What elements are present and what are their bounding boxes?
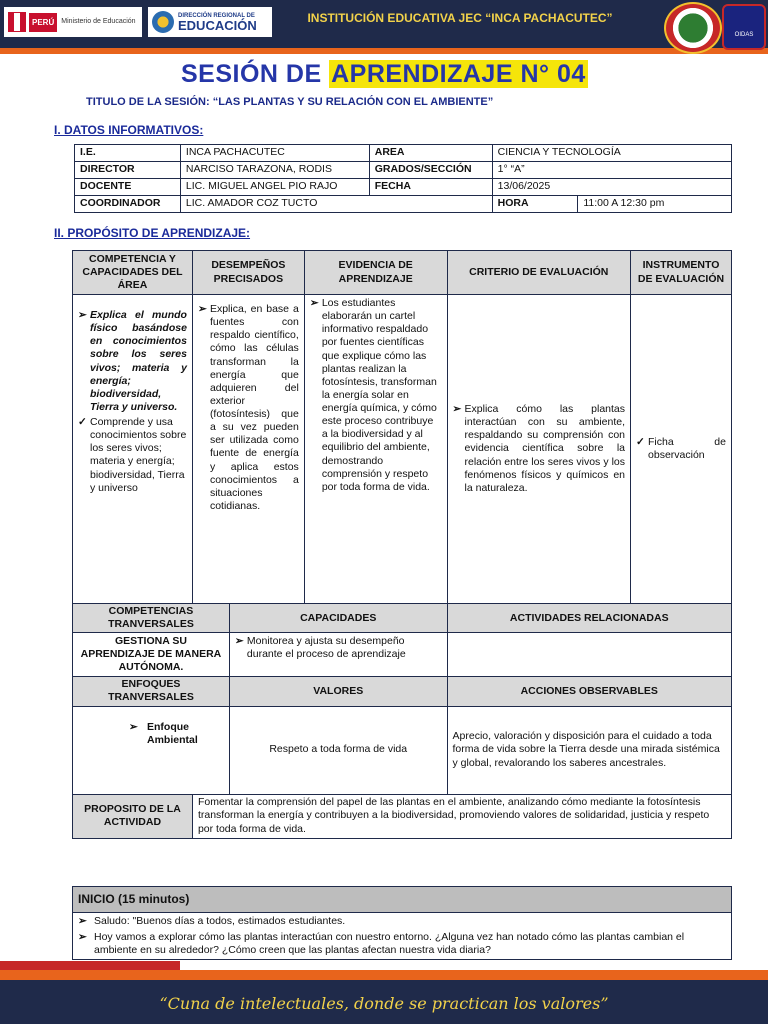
instrumento-cell: [631, 295, 732, 604]
header-actividades: ACTIVIDADES RELACIONADAS: [447, 604, 731, 633]
table-row: [73, 887, 732, 913]
title-part1: SESIÓN DE: [181, 60, 330, 88]
grado-value: 1° “A”: [492, 162, 731, 179]
inicio-content: [73, 913, 732, 960]
table-row: [73, 794, 732, 838]
desempeno-cell: [192, 295, 304, 604]
arrow-bullet-icon: ➢: [234, 635, 244, 648]
arrow-bullet-icon: ➢: [78, 309, 87, 321]
table-row: [73, 677, 732, 706]
competencia-transversal: GESTIONA SU APRENDIZAJE DE MANERA AUTÓNOMA.: [73, 633, 230, 677]
ie-label: I.E.: [75, 145, 181, 162]
hora-value: 11:00 A 12:30 pm: [578, 196, 732, 213]
section-proposito-heading: II. PROPÓSITO DE APRENDIZAJE:: [54, 226, 251, 240]
peru-flag-icon: [8, 12, 26, 32]
ministry-label: Ministerio de Educación: [61, 18, 136, 25]
ie-value: INCA PACHACUTEC: [180, 145, 369, 162]
evidencia-text: Los estudiantes elaborarán un cartel informativo respaldado por fuentes científicas que explique cómo las plantas realizan la fotosíntesis, transforman la energía solar en energía química, y cómo este proceso contribuye a la biodiversidad y al equilibrio del ambiente, demostrando comprensión y respeto por toda forma de vida.: [321, 297, 437, 493]
header-criterio: CRITERIO DE EVALUACIÓN: [447, 251, 631, 295]
table-row: [73, 633, 732, 677]
area-value: CIENCIA Y TECNOLOGÍA: [492, 145, 731, 162]
coordinador-value: LIC. AMADOR COZ TUCTO: [180, 196, 492, 213]
dre-logo: [148, 7, 272, 37]
header-competencias-transversales: COMPETENCIAS TRANVERSALES: [73, 604, 230, 633]
page-title: [181, 60, 588, 92]
session-title: TITULO DE LA SESIÓN: “LAS PLANTAS Y SU RELACIÓN CON EL AMBIENTE”: [86, 96, 494, 108]
header-enfoques: ENFOQUES TRANVERSALES: [73, 677, 230, 706]
header-competencia: COMPETENCIA Y CAPACIDADES DEL ÁREA: [73, 251, 193, 295]
docente-label: DOCENTE: [75, 179, 181, 196]
inicio-title: INICIO (15 minutos): [73, 887, 732, 913]
acciones-text: Aprecio, valoración y disposición para el cuidado a toda forma de vida sobre la Tierra desde una mirada sistémica y global, revalorando los saberes ancestrales.: [447, 706, 731, 794]
enfoque-cell: [73, 706, 230, 794]
enfoque-text: Enfoque Ambiental: [147, 720, 198, 746]
actividades-cell: [447, 633, 731, 677]
header-capacidades: CAPACIDADES: [229, 604, 447, 633]
docente-value: LIC. MIGUEL ANGEL PIO RAJO: [180, 179, 369, 196]
competencia-cell: [73, 295, 193, 604]
table-row: [73, 295, 732, 604]
fecha-label: FECHA: [369, 179, 492, 196]
header-instrumento: INSTRUMENTO DE EVALUACIÓN: [631, 251, 732, 295]
header-evidencia: EVIDENCIA DE APRENDIZAJE: [304, 251, 447, 295]
header-acciones: ACCIONES OBSERVABLES: [447, 677, 731, 706]
header-valores: VALORES: [229, 677, 447, 706]
school-crest-icon: [664, 2, 722, 54]
jec-crest-icon: [722, 4, 766, 50]
criterio-text: Explica cómo las plantas interactúan con su ambiente, respaldando su comprensión con evidencia científica sobre la relación entre los seres vivos y los fenómenos físicos y químicos en la naturaleza.: [464, 403, 626, 494]
inicio-table: [72, 886, 732, 960]
grado-label: GRADOS/SECCIÓN: [369, 162, 492, 179]
table-row: [73, 604, 732, 633]
table-row: [73, 706, 732, 794]
arrow-bullet-icon: ➢: [78, 931, 87, 944]
table-row: [75, 162, 732, 179]
arrow-bullet-icon: ➢: [197, 303, 207, 315]
header-proposito-actividad: PROPOSITO DE LA ACTIVIDAD: [73, 794, 193, 838]
capacidad-cell: [229, 633, 447, 677]
capacidad-text: Comprende y usa conocimientos sobre los seres vivos; materia y energía; biodiversidad, Tierra y universo: [90, 416, 187, 494]
footer-motto: “Cuna de intelectuales, donde se practican los valores”: [159, 994, 609, 1013]
header-stripe: [0, 48, 768, 54]
dre-emblem-icon: [152, 11, 174, 33]
institution-name: INSTITUCIÓN EDUCATIVA JEC “INCA PACHACUTEC”: [307, 11, 613, 25]
table-row: [75, 196, 732, 213]
crest-label: OIDAS: [734, 32, 754, 38]
arrow-bullet-icon: ➢: [452, 403, 462, 416]
arrow-bullet-icon: ➢: [78, 915, 87, 927]
fecha-value: 13/06/2025: [492, 179, 731, 196]
check-bullet-icon: ✓: [78, 416, 87, 428]
coordinador-label: COORDINADOR: [75, 196, 181, 213]
title-part2: APRENDIZAJE N° 04: [331, 60, 586, 88]
criterio-cell: [447, 295, 631, 604]
inicio-item-2: Hoy vamos a explorar cómo las plantas interactúan con nuestro entorno. ¿Alguna vez han notado cómo las plantas cambian el ambiente en su alrededor? ¿Cómo creen que las plantas afectan nuestra vida diaria?: [94, 931, 685, 957]
footer-stripe: [0, 970, 768, 980]
evidencia-cell: [304, 295, 447, 604]
proposito-actividad-text: Fomentar la comprensión del papel de las plantas en el ambiente, analizando cómo mediante la fotosíntesis transforman la energía y contribuyen a la biodiversidad, promoviendo valores de solidaridad, justicia y respeto por toda forma de vida.: [192, 794, 731, 838]
dre-small-label: DIRECCIÓN REGIONAL DE: [178, 12, 255, 19]
peru-label: PERÚ: [29, 13, 57, 32]
table-row: [75, 145, 732, 162]
table-row: [73, 913, 732, 960]
instrumento-text: Ficha de observación: [648, 435, 726, 461]
table-row: [75, 179, 732, 196]
footer-red-stripe: [0, 961, 180, 970]
arrow-bullet-icon: ➢: [129, 720, 138, 733]
proposito-table: [72, 250, 732, 839]
section-datos-heading: I. DATOS INFORMATIVOS:: [54, 123, 204, 137]
desempeno-text: Explica, en base a fuentes con respaldo científico, cómo las células transforman la energía que adquieren del exterior (fotosíntesis) que a su vez pueden ser utilizada como fuente de energía y aplica estos conocimientos a situaciones cotidianas.: [209, 303, 299, 512]
info-table: [74, 144, 732, 213]
director-value: NARCISO TARAZONA, RODIS: [180, 162, 369, 179]
check-bullet-icon: ✓: [636, 435, 645, 448]
minedu-logo: [4, 7, 142, 37]
header-desempenos: DESEMPEÑOS PRECISADOS: [192, 251, 304, 295]
inicio-item-1: Saludo: "Buenos días a todos, estimados estudiantes.: [94, 915, 346, 927]
director-label: DIRECTOR: [75, 162, 181, 179]
competencia-text: Explica el mundo físico basándose en conocimientos sobre los seres vivos; materia y energía; biodiversidad, Tierra y universo.: [90, 309, 187, 413]
dre-big-label: EDUCACIÓN: [178, 17, 257, 33]
table-row: [73, 251, 732, 295]
capacidad-transversal: Monitorea y ajusta su desempeño durante el proceso de aprendizaje: [246, 635, 406, 661]
area-label: AREA: [369, 145, 492, 162]
arrow-bullet-icon: ➢: [309, 297, 319, 309]
valor-text: Respeto a toda forma de vida: [229, 706, 447, 794]
hora-label: HORA: [492, 196, 578, 213]
